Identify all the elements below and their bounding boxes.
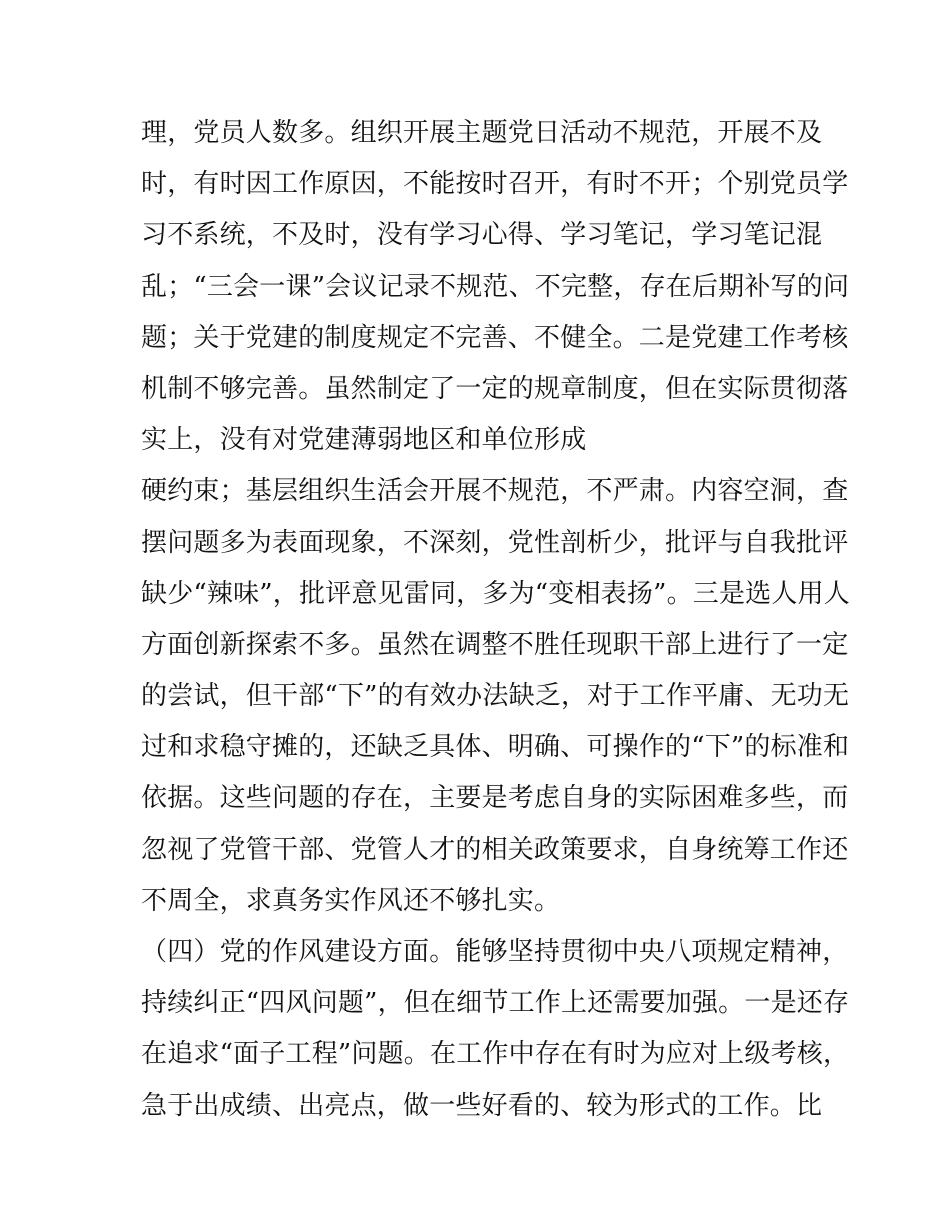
- text-line: 过和求稳守摊的，还缺乏具体、明确、可操作的“下”的标准和: [141, 732, 850, 763]
- text-line: 题；关于党建的制度规定不完善、不健全。二是党建工作考核: [141, 322, 849, 353]
- body-text: [141, 108, 850, 1132]
- text-line: 实上，没有对党建薄弱地区和单位形成: [141, 425, 587, 456]
- text-line: 摆问题多为表面现象，不深刻，党性剖析少，批评与自我批评: [141, 527, 849, 558]
- text-line: 依据。这些问题的存在，主要是考虑自身的实际困难多些，而: [141, 783, 849, 814]
- text-line: 持续纠正“四风问题”，但在细节工作上还需要加强。一是还存: [141, 988, 850, 1019]
- text-line: 在追求“面子工程”问题。在工作中存在有时为应对上级考核，: [141, 1039, 850, 1070]
- text-line: 方面创新探索不多。虽然在调整不胜任现职干部上进行了一定: [141, 629, 849, 660]
- text-line: 时，有时因工作原因，不能按时召开，有时不开；个别党员学: [141, 169, 849, 200]
- text-line: 机制不够完善。虽然制定了一定的规章制度，但在实际贯彻落: [141, 373, 849, 404]
- text-line: 乱；“三会一课”会议记录不规范、不完整，存在后期补写的问: [141, 271, 850, 302]
- text-line: 急于出成绩、出亮点，做一些好看的、较为形式的工作。比: [141, 1090, 823, 1121]
- text-line: 理，党员人数多。组织开展主题党日活动不规范，开展不及: [141, 118, 823, 148]
- text-line: 硬约束；基层组织生活会开展不规范，不严肃。内容空洞，查: [141, 476, 849, 507]
- text-line: 的尝试，但干部“下”的有效办法缺乏，对于工作平庸、无功无: [141, 681, 850, 712]
- text-line: （四）党的作风建设方面。能够坚持贯彻中央八项规定精神，: [141, 937, 849, 967]
- text-line: 习不系统，不及时，没有学习心得、学习笔记，学习笔记混: [141, 220, 823, 251]
- text-line: 不周全，求真务实作风还不够扎实。: [141, 885, 561, 916]
- text-line: 缺少“辣味”，批评意见雷同，多为“变相表扬”。三是选人用人: [141, 578, 850, 609]
- text-line: 忽视了党管干部、党管人才的相关政策要求，自身统筹工作还: [141, 834, 849, 865]
